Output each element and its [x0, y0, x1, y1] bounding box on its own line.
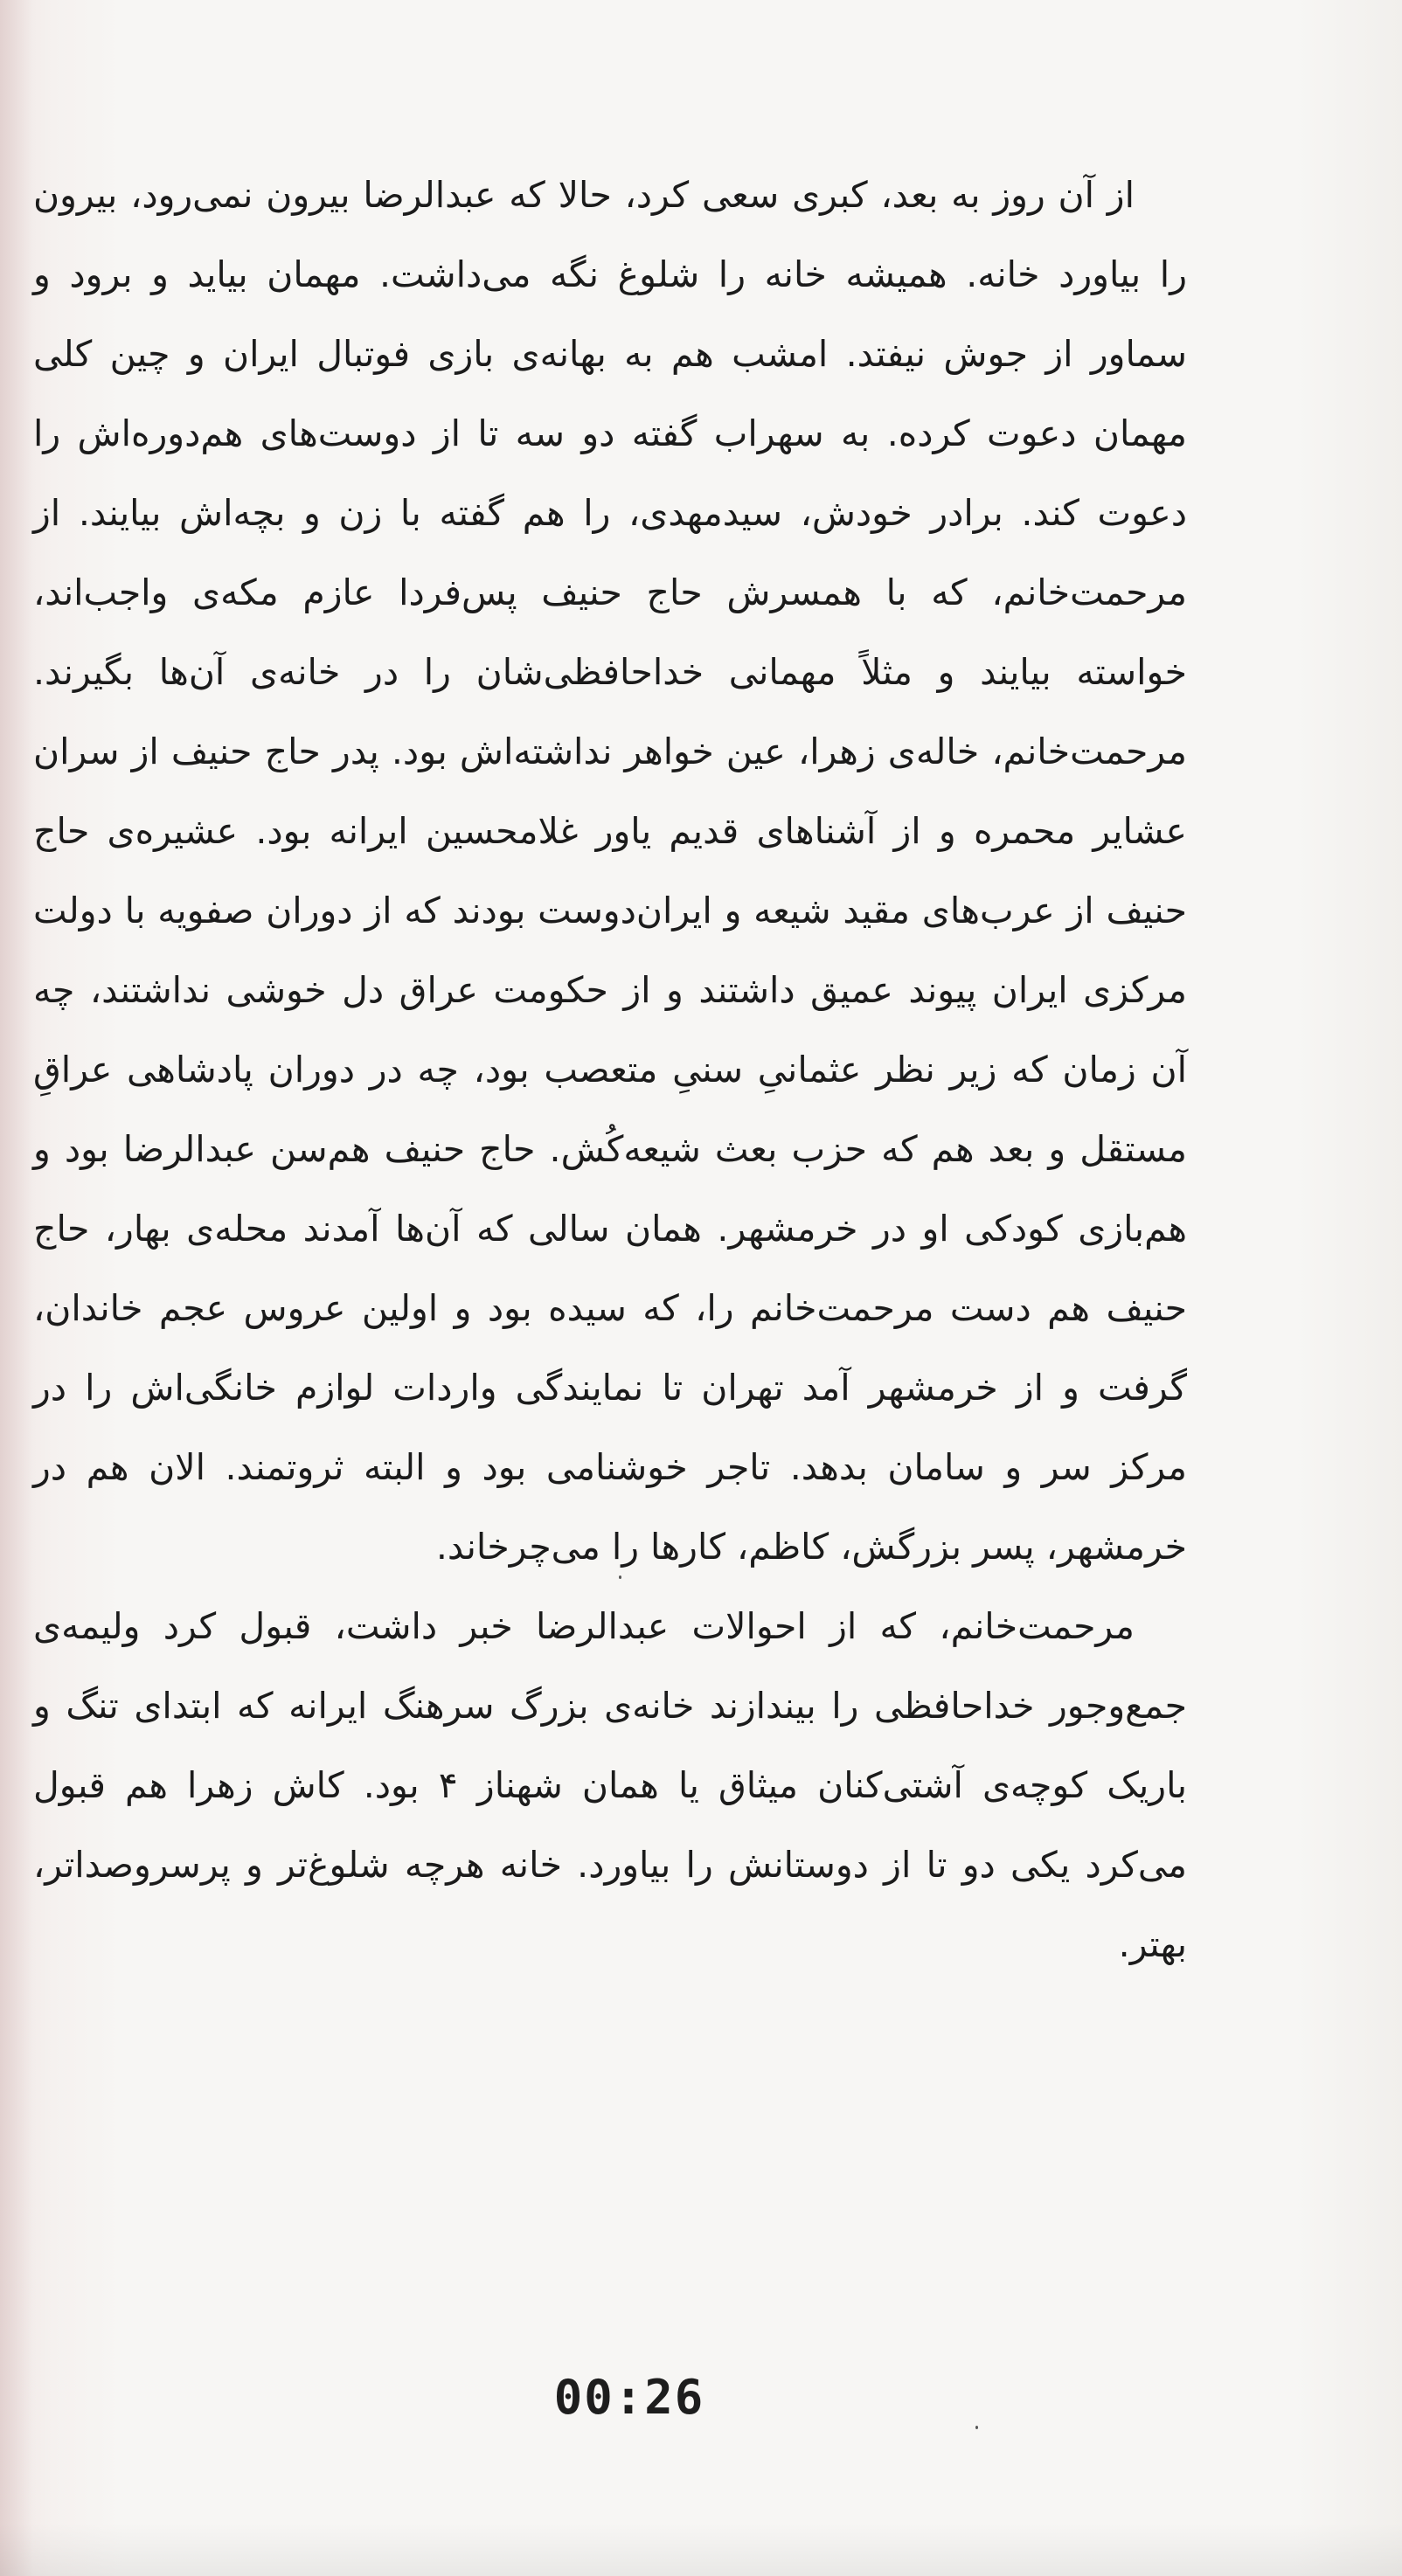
page-number: 00:26 — [553, 2370, 705, 2425]
body-text — [33, 156, 1187, 1984]
page-fold-shadow — [0, 0, 33, 2576]
page-bottom-shadow — [0, 2524, 1402, 2576]
paper-speck — [619, 1575, 621, 1579]
paragraph-1: از آن روز به بعد، کبری سعی کرد، حالا که عبدالرضا بیرون نمی‌رود، بیرون را بیاورد خانه. همیشه خانه را شلوغ نگه می‌داشت. مهمان بیاید و برود و سماور از جوش نیفتد. امشب هم به بهانه‌ی بازی فوتبال ایران و چین کلی مهمان دعوت کرده. به سهراب گفته دو سه تا از دوست‌های هم‌دوره‌اش را دعوت کند. برادر خودش، سیدمهدی، را هم گفته با زن و بچه‌اش بیایند. از مرحمت‌خانم، که با همسرش حاج حنیف پس‌فردا عازم مکه‌ی واجب‌اند، خواسته بیایند و مثلاً مهمانی خداحافظی‌شان را در خانه‌ی آن‌ها بگیرند. مرحمت‌خانم، خاله‌ی زهرا، عین خواهر نداشته‌اش بود. پدر حاج حنیف از سران عشایر محمره و از آشناهای قدیم یاور غلامحسین ایرانه بود. عشیره‌ی حاج حنیف از عرب‌های مقید شیعه و ایران‌دوست بودند که از دوران صفویه با دولت مرکزی ایران پیوند عمیق داشتند و از حکومت عراق دل خوشی نداشتند، چه آن زمان که زیر نظر عثمانیِ سنیِ متعصب بود، چه در دوران پادشاهی عراقِ مستقل و بعد هم که حزب بعث شیعه‌کُش. حاج حنیف هم‌سن عبدالرضا بود و هم‌بازی کودکی او در خرمشهر. همان سالی که آن‌ها آمدند محله‌ی بهار، حاج حنیف هم دست مرحمت‌خانم را، که سیده بود و اولین عروس عجم خاندان، گرفت و از خرمشهر آمد تهران تا نمایندگی واردات لوازم خانگی‌اش را در مرکز سر و سامان بدهد. تاجر خوشنامی بود و البته ثروتمند. الان هم در خرمشهر، پسر بزرگش، کاظم، کارها را می‌چرخاند. — [33, 174, 1187, 1568]
paper-speck — [975, 2426, 978, 2429]
paragraph-2: مرحمت‌خانم، که از احوالات عبدالرضا خبر داشت، قبول کرد ولیمه‌ی جمع‌وجور خداحافظی را بیندازند خانه‌ی بزرگ سرهنگ ایرانه که ابتدای تنگ و باریک کوچه‌ی آشتی‌کنان میثاق یا همان شهناز ۴ بود. کاش زهرا هم قبول می‌کرد یکی دو تا از دوستانش را بیاورد. خانه هرچه شلوغ‌تر و پرسروصداتر، بهتر. — [33, 1605, 1187, 1965]
